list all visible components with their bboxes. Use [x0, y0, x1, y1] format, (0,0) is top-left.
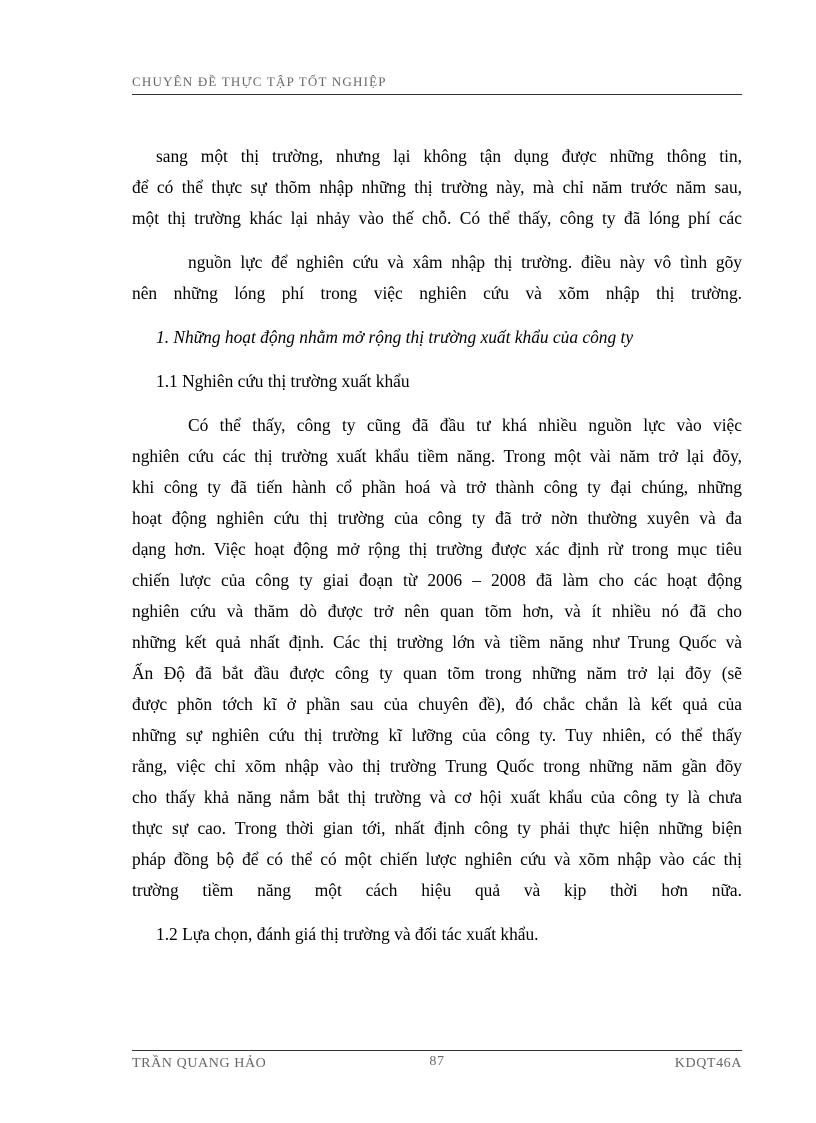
paragraph-line: hoạt động nghiên cứu thị trường của công ty đã trở nờn thường xuyên và đa: [132, 508, 742, 528]
paragraph-line: cho thấy khả năng nắm bắt thị trường và cơ hội xuất khẩu của công ty là chưa: [132, 787, 742, 807]
paragraph-line: những kết quả nhất định. Các thị trường lớn và tiềm năng như Trung Quốc và: [132, 632, 742, 652]
paragraph-line: chiến lược của công ty giai đoạn từ 2006 – 2008 đã làm cho các hoạt động: [132, 570, 742, 590]
header-rule: [132, 94, 742, 95]
paragraph-line: pháp đồng bộ để có thể có một chiến lược nghiên cứu và xõm nhập vào các thị: [132, 849, 742, 869]
paragraph-line: trường tiềm năng một cách hiệu quả và kịp thời hơn nữa.: [132, 880, 742, 900]
paragraph-line: dạng hơn. Việc hoạt động mở rộng thị trường được xác định rừ trong mục tiêu: [132, 539, 742, 559]
body-line: nguồn lực để nghiên cứu và xâm nhập thị trường. điều này vô tình gõy: [188, 252, 742, 272]
paragraph-line: những sự nghiên cứu thị trường kĩ lưỡng của công ty. Tuy nhiên, có thể thấy: [132, 725, 742, 745]
body-line: nên những lóng phí trong việc nghiên cứu và xõm nhập thị trường.: [132, 283, 742, 303]
footer-rule: [132, 1050, 742, 1051]
paragraph-line: Ấn Độ đã bắt đầu được công ty quan tõm trong những năm trở lại đõy (sẽ: [132, 663, 742, 683]
subsection-heading: 1.2 Lựa chọn, đánh giá thị trường và đối tác xuất khẩu.: [156, 924, 539, 944]
footer-author: TRẦN QUANG HẢO: [132, 1056, 267, 1071]
section-heading: 1. Những hoạt động nhằm mở rộng thị trường xuất khẩu của công ty: [156, 327, 634, 347]
paragraph-line: nghiên cứu và thăm dò được trở nên quan tõm hơn, và ít nhiều nó đã cho: [132, 601, 742, 621]
body-line: một thị trường khác lại nhảy vào thế chỗ. Có thể thấy, công ty đã lóng phí các: [132, 208, 742, 228]
body-line: sang một thị trường, nhưng lại không tận dụng được những thông tin,: [156, 146, 742, 166]
body-line: để có thể thực sự thõm nhập những thị trường này, mà chỉ năm trước năm sau,: [132, 177, 742, 197]
subsection-heading: 1.1 Nghiên cứu thị trường xuất khẩu: [156, 371, 410, 391]
paragraph-line: thực sự cao. Trong thời gian tới, nhất định công ty phải thực hiện những biện: [132, 818, 742, 838]
page-number: 87: [429, 1054, 445, 1069]
footer-code: KDQT46A: [674, 1056, 742, 1071]
paragraph-line: được phõn tớch kĩ ở phần sau của chuyên đề), đó chắc chắn là kết quả của: [132, 694, 742, 714]
paragraph-line: khi công ty đã tiến hành cổ phần hoá và trở thành công ty đại chúng, những: [132, 477, 742, 497]
page-footer: [132, 1050, 742, 1076]
paragraph-line: Có thể thấy, công ty cũng đã đầu tư khá nhiều nguồn lực vào việc: [188, 415, 742, 435]
page-body: [132, 141, 742, 950]
header-title: CHUYÊN ĐỀ THỰC TẬP TỐT NGHIỆP: [132, 74, 387, 89]
paragraph-line: rằng, việc chỉ xõm nhập vào thị trường Trung Quốc trong những năm gần đõy: [132, 756, 742, 776]
paragraph-line: nghiên cứu các thị trường xuất khẩu tiềm năng. Trong một vài năm trở lại đõy,: [132, 446, 742, 466]
page-header: [132, 74, 742, 94]
